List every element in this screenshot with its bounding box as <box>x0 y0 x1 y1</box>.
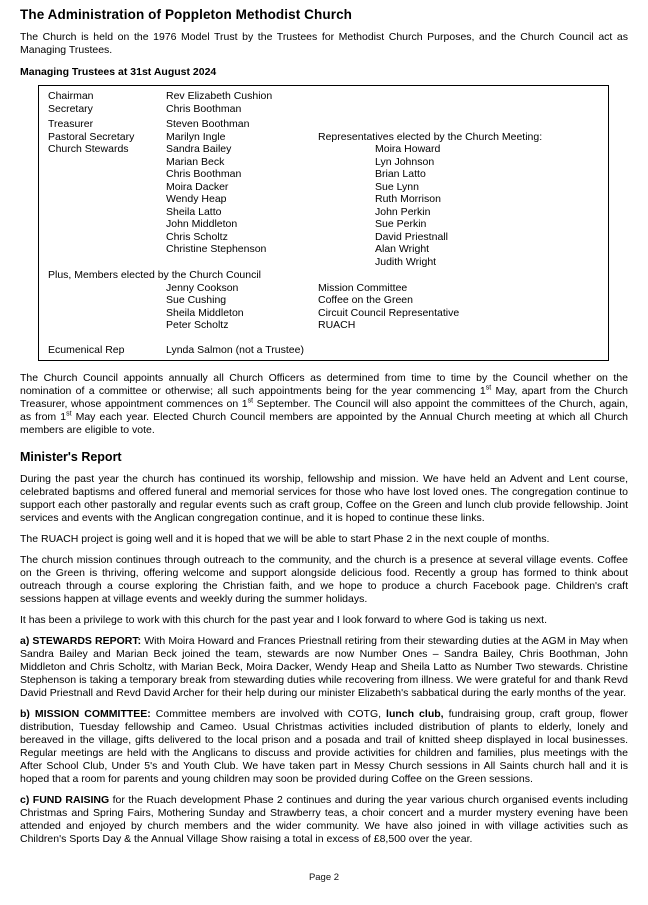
trustee-row <box>48 256 608 269</box>
trustee-row <box>48 103 608 116</box>
trustee-name: Chris Scholtz <box>166 230 228 243</box>
trustee-role-label <box>48 168 166 181</box>
trustee-role-label <box>48 243 166 256</box>
trustee-name: Moira Dacker <box>166 180 229 193</box>
trustee-name: Sheila Latto <box>166 205 222 218</box>
text-run: Committee members are involved with COTG, <box>150 708 387 720</box>
bold-run: b) MISSION COMMITTEE: <box>20 708 151 720</box>
plus-members-rows <box>48 282 608 332</box>
text-run: May each year. Elected Church Council members are appointed by the Annual Church meeting at which all Church members are eligible to vote. <box>20 411 628 436</box>
trustee-role-label: Secretary <box>48 102 93 115</box>
trustee-right-text: Representatives elected by the Church Meeting: <box>318 130 543 143</box>
trustee-right-text <box>316 103 608 116</box>
text-run: With Moira Howard and Frances Priestnall retiring from their stewarding duties at the AGM in May when Sandra Bailey and Marian Beck joined the team, stewards are now Number Ones – Sandra Bailey, Chris Boothman, John Middleton and Chris Scholtz, with Marian Beck, Moira Dacker, Wendy Heap and Sheila Latto as Number Two stewards. Christine Stephenson is taking a temporary break from stewarding duties while recovering from illness. We were grateful for and thank Revd David Priestnall and Revd David Archer for their help during our minister Elizabeth's sabbatical during the early months of the year. <box>20 635 628 699</box>
trustee-right-text: Moira Howard <box>375 143 441 155</box>
trustee-right-text: Ruth Morrison <box>375 193 441 205</box>
trustee-row <box>48 118 608 131</box>
trustee-row <box>48 319 608 332</box>
trustee-row <box>48 143 608 156</box>
trustee-name: Sheila Middleton <box>166 306 244 319</box>
bold-run: a) STEWARDS REPORT: <box>20 635 142 647</box>
trustee-right-text: Judith Wright <box>375 255 437 268</box>
trustee-row <box>48 294 608 307</box>
mission-committee-paragraph <box>20 708 628 786</box>
trustee-right-text: Alan Wright <box>375 243 430 255</box>
trustee-name <box>166 256 316 269</box>
trustee-name: Jenny Cookson <box>166 281 239 294</box>
trustee-row <box>48 218 608 231</box>
text-run: for the Ruach development Phase 2 continues and during the year various church organised events including Christmas and Spring Fairs, Mothering Sunday and Strawberry teas, a choir concert and a murder mystery evening have been attended and enjoyed by church members and the wider community. We have also joined in with village activities such as Children's Sports Day & the Annual Village Show raising a total in excess of £8,500 over the year. <box>20 794 628 845</box>
trustee-right-text <box>316 118 608 131</box>
bold-run: c) FUND RAISING <box>20 794 110 806</box>
trustee-role-label <box>48 294 166 307</box>
trustee-name: John Middleton <box>166 218 238 230</box>
trustee-right-text: David Priestnall <box>375 230 448 243</box>
trustee-role-label <box>48 319 166 332</box>
trustee-role-label <box>48 231 166 244</box>
trustee-right-text: RUACH <box>318 319 356 331</box>
trustee-row <box>48 243 608 256</box>
trustee-role-label <box>48 256 166 269</box>
fund-raising-paragraph <box>20 794 628 846</box>
trustee-name: Chris Boothman <box>166 102 242 115</box>
trustee-role-label <box>48 282 166 295</box>
ministers-report-paragraph-4: It has been a privilege to work with this church for the past year and I look forward to where God is taking us next. <box>20 614 548 626</box>
trustee-role-label <box>48 181 166 194</box>
trustee-name: Chris Boothman <box>166 168 242 180</box>
trustee-row <box>48 181 608 194</box>
text-run: The Church Council appoints annually all Church Officers as determined from time to time by the Council whether on the nomination of a committee or otherwise; all such appointments being for the year commencing 1 <box>20 372 628 397</box>
trustee-row <box>48 131 608 144</box>
superscript-run: st <box>485 384 492 392</box>
trustee-row <box>48 156 608 169</box>
trustee-right-text: Circuit Council Representative <box>318 306 460 319</box>
trustee-right-text: Sue Perkin <box>375 218 427 230</box>
trustee-row <box>48 193 608 206</box>
trustee-name: Marilyn Ingle <box>166 130 226 143</box>
page-number-footer: Page 2 <box>308 872 340 883</box>
trustee-row <box>48 344 608 357</box>
superscript-run: st <box>247 397 254 405</box>
council-appointments-paragraph <box>20 372 628 437</box>
trustee-name: Rev Elizabeth Cushion <box>166 90 273 102</box>
text-run: fundraising group, craft group, flower distribution, Tuesday fellowship and Cameo. Usual Christmas activities included distribution of plants to elderly, lonely and bereaved in the village, gifts delivered to the local prison and a posada and trail of knitted sheep displayed in local businesses. Regular meetings are held with the Anglicans to discuss and provide activities for children and families, plus meetings with the After School Club, Under 5's and Youth Club. We have taken part in Messy Church sessions in All Saints church hall and it is hoped that a room for parents and young children may soon be provided during Coffee on the Green sessions. <box>20 708 629 785</box>
trustees-rows <box>48 90 608 268</box>
trustee-right-text: John Perkin <box>375 205 431 218</box>
superscript-run: st <box>66 410 72 418</box>
trustee-role-label: Pastoral Secretary <box>48 130 135 143</box>
trustee-right-text <box>316 344 608 357</box>
trustee-role-label <box>48 307 166 320</box>
trustee-name: Peter Scholtz <box>166 319 229 331</box>
stewards-report-paragraph <box>20 635 628 700</box>
trustee-role-label <box>48 156 166 169</box>
ministers-report-heading: Minister's Report <box>20 450 122 464</box>
intro-paragraph: The Church is held on the 1976 Model Trust by the Trustees for Methodist Church Purposes, and the Church Council act as Managing Trustees. <box>20 31 628 56</box>
trustee-right-text <box>316 90 608 103</box>
bold-run: lunch club, <box>386 708 444 720</box>
trustee-row <box>48 206 608 219</box>
trustee-right-text: Coffee on the Green <box>318 294 413 306</box>
page-title: The Administration of Poppleton Methodist Church <box>20 7 353 22</box>
ministers-report-paragraph-2: The RUACH project is going well and it is hoped that we will be able to start Phase 2 in the next couple of months. <box>20 533 550 545</box>
trustee-role-label <box>48 218 166 231</box>
trustee-role-label <box>48 193 166 206</box>
trustee-row <box>48 168 608 181</box>
trustee-name: Sue Cushing <box>166 294 227 306</box>
trustee-role-label <box>48 206 166 219</box>
trustee-name: Marian Beck <box>166 155 225 168</box>
text-run: September. The Council will also appoint the committees of the Church, again, as from 1 <box>20 398 628 423</box>
ecumenical-rep-row <box>48 344 608 357</box>
ministers-report-paragraph-3: The church mission continues through outreach to the community, and the church is a presence at several village events. Coffee on the Green is thriving, offering welcome and support alongside delicious food. Recently a group has formed to think about outreach through a course exploring the Christian faith, and we hope to produce a church Facebook page. Children's craft sessions happen at village events and weekly during the summer holidays. <box>20 554 628 605</box>
table-spacer <box>48 332 608 344</box>
trustee-right-text: Mission Committee <box>318 281 408 294</box>
trustee-name: Christine Stephenson <box>166 243 267 255</box>
plus-members-heading: Plus, Members elected by the Church Council <box>48 269 262 281</box>
trustee-role-label: Ecumenical Rep <box>48 343 125 356</box>
trustee-right-text: Lyn Johnson <box>375 155 435 168</box>
trustee-right-text: Brian Latto <box>375 168 426 180</box>
trustees-heading: Managing Trustees at 31st August 2024 <box>20 66 217 78</box>
trustee-name: Sandra Bailey <box>166 143 232 155</box>
trustee-role-label: Treasurer <box>48 118 94 130</box>
trustee-right-text: Sue Lynn <box>375 180 419 193</box>
trustee-name: Wendy Heap <box>166 193 227 205</box>
trustee-role-label: Church Stewards <box>48 143 129 155</box>
trustee-row <box>48 282 608 295</box>
managing-trustees-table <box>38 85 609 361</box>
trustee-role-label: Chairman <box>48 90 94 102</box>
trustee-name: Steven Boothman <box>166 118 250 130</box>
trustee-row <box>48 307 608 320</box>
trustee-name: Lynda Salmon (not a Trustee) <box>166 343 304 356</box>
ministers-report-paragraph-1: During the past year the church has continued its worship, fellowship and mission. We have held an Advent and Lent course, celebrated baptisms and offered funeral and memorial services for those who have lost loved ones. The congregation continue to support each other pastorally and regular events such as craft group, Coffee on the Green and lunch club provide fellowship. Joint services and events with the Anglican congregation continue, and it is hoped to continue these links. <box>20 473 628 524</box>
text-run: May, apart from the Church Treasurer, whose appointment commences on 1 <box>20 385 628 410</box>
trustee-row <box>48 231 608 244</box>
trustee-row <box>48 90 608 103</box>
